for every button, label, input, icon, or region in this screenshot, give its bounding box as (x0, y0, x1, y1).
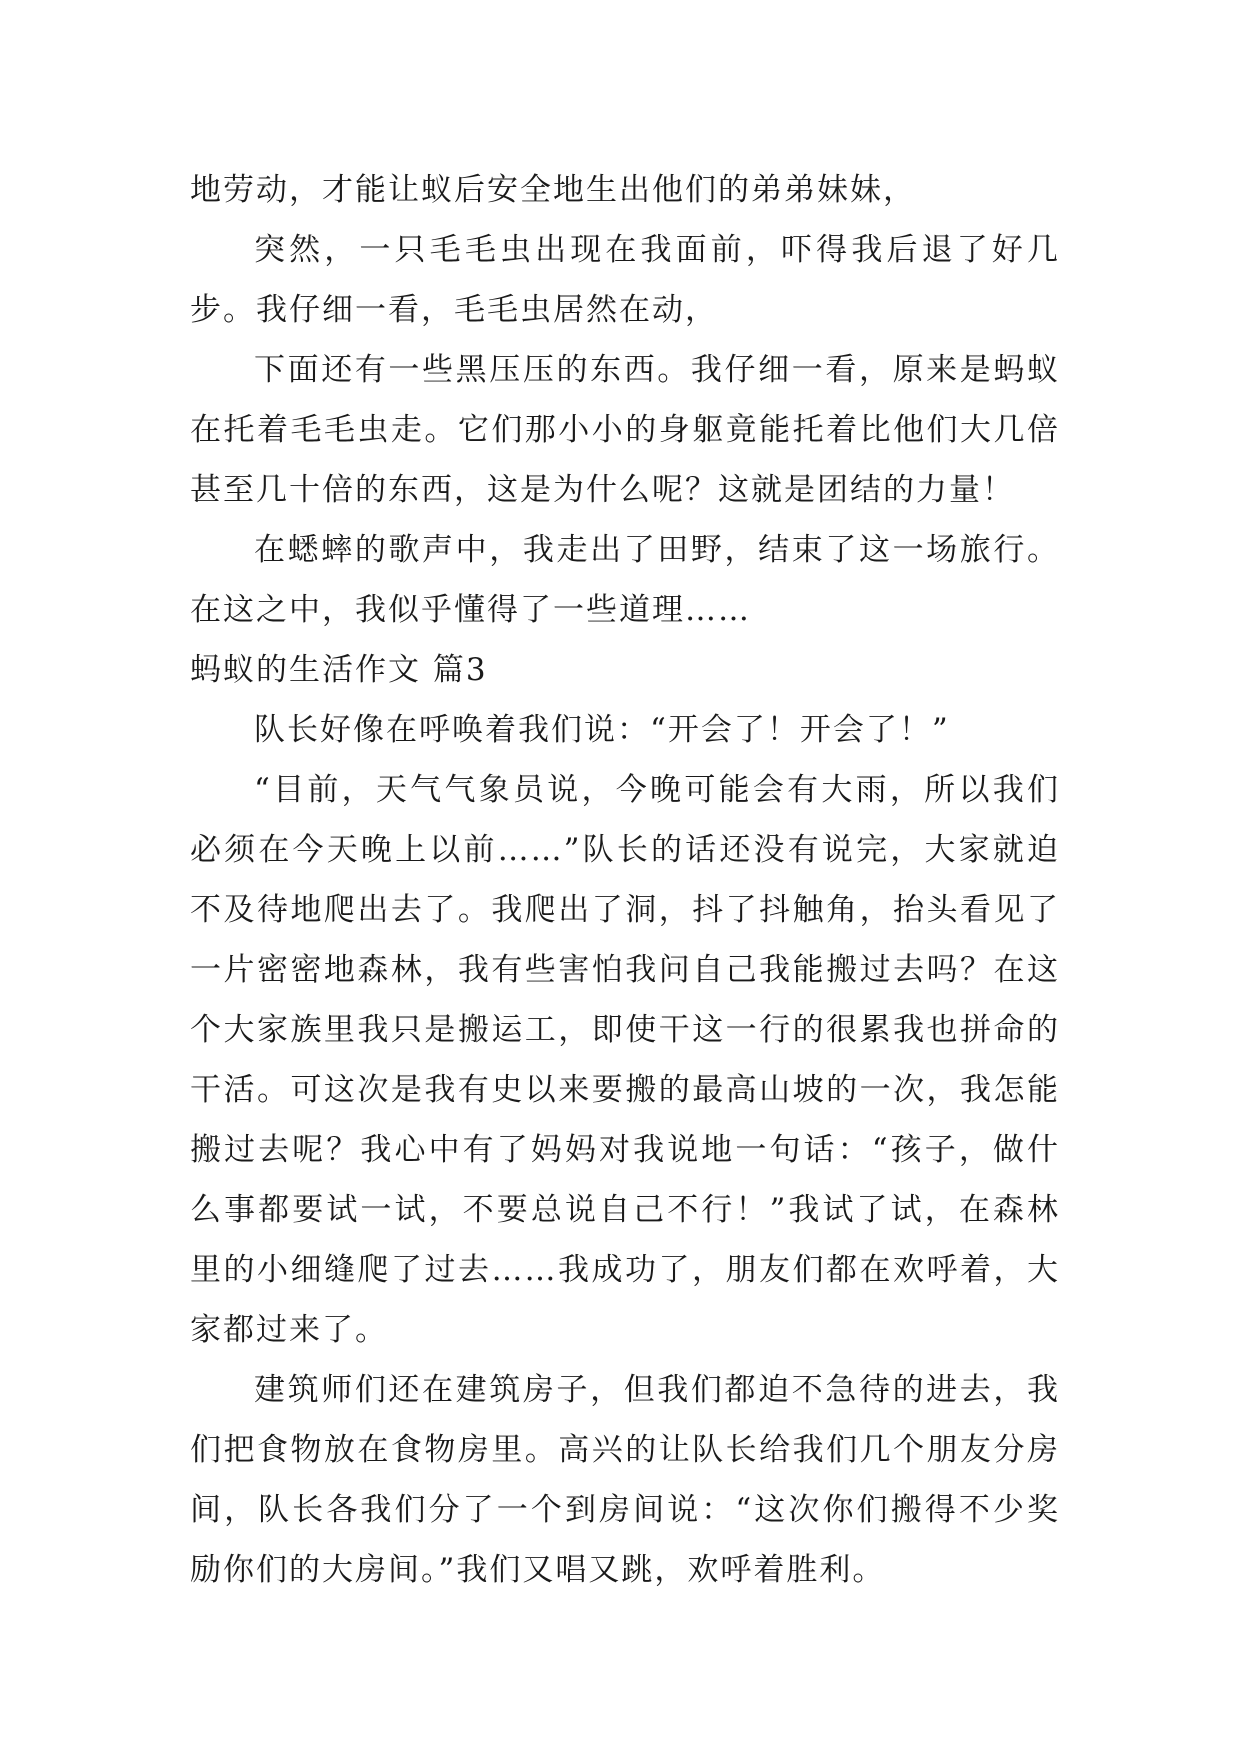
paragraph-4: 在蟋蟀的歌声中，我走出了田野，结束了这一场旅行。在这之中，我似乎懂得了一些道理…… (190, 532, 1060, 628)
paragraph-1: 地劳动，才能让蚁后安全地生出他们的弟弟妹妹， (190, 172, 916, 208)
paragraph-2: 突然，一只毛毛虫出现在我面前，吓得我后退了好几步。我仔细一看，毛毛虫居然在动， (190, 232, 1060, 328)
paragraph-5: 队长好像在呼唤着我们说：“开会了！开会了！” (254, 712, 950, 748)
paragraph-7: 建筑师们还在建筑房子，但我们都迫不急待的进去，我们把食物放在食物房里。高兴的让队长给我们几个朋友分房间，队长各我们分了一个到房间说：“这次你们搬得不少奖励你们的大房间。”我们又唱又跳，欢呼着胜利。 (190, 1372, 1060, 1588)
paragraph-6: “目前，天气气象员说，今晚可能会有大雨，所以我们必须在今天晚上以前……”队长的话还没有说完，大家就迫不及待地爬出去了。我爬出了洞，抖了抖触角，抬头看见了一片密密地森林，我有些害怕我问自己我能搬过去吗？在这个大家族里我只是搬运工，即使干这一行的很累我也拼命的干活。可这次是我有史以来要搬的最高山坡的一次，我怎能搬过去呢？我心中有了妈妈对我说地一句话：“孩子，做什么事都要试一试，不要总说自己不行！”我试了试，在森林里的小细缝爬了过去……我成功了，朋友们都在欢呼着，大家都过来了。 (190, 772, 1060, 1348)
document-body (190, 160, 1060, 1600)
paragraph-3: 下面还有一些黑压压的东西。我仔细一看，原来是蚂蚁在托着毛毛虫走。它们那小小的身躯竟能托着比他们大几倍甚至几十倍的东西，这是为什么呢？这就是团结的力量！ (190, 352, 1060, 508)
section-heading: 蚂蚁的生活作文 篇3 (190, 652, 488, 688)
